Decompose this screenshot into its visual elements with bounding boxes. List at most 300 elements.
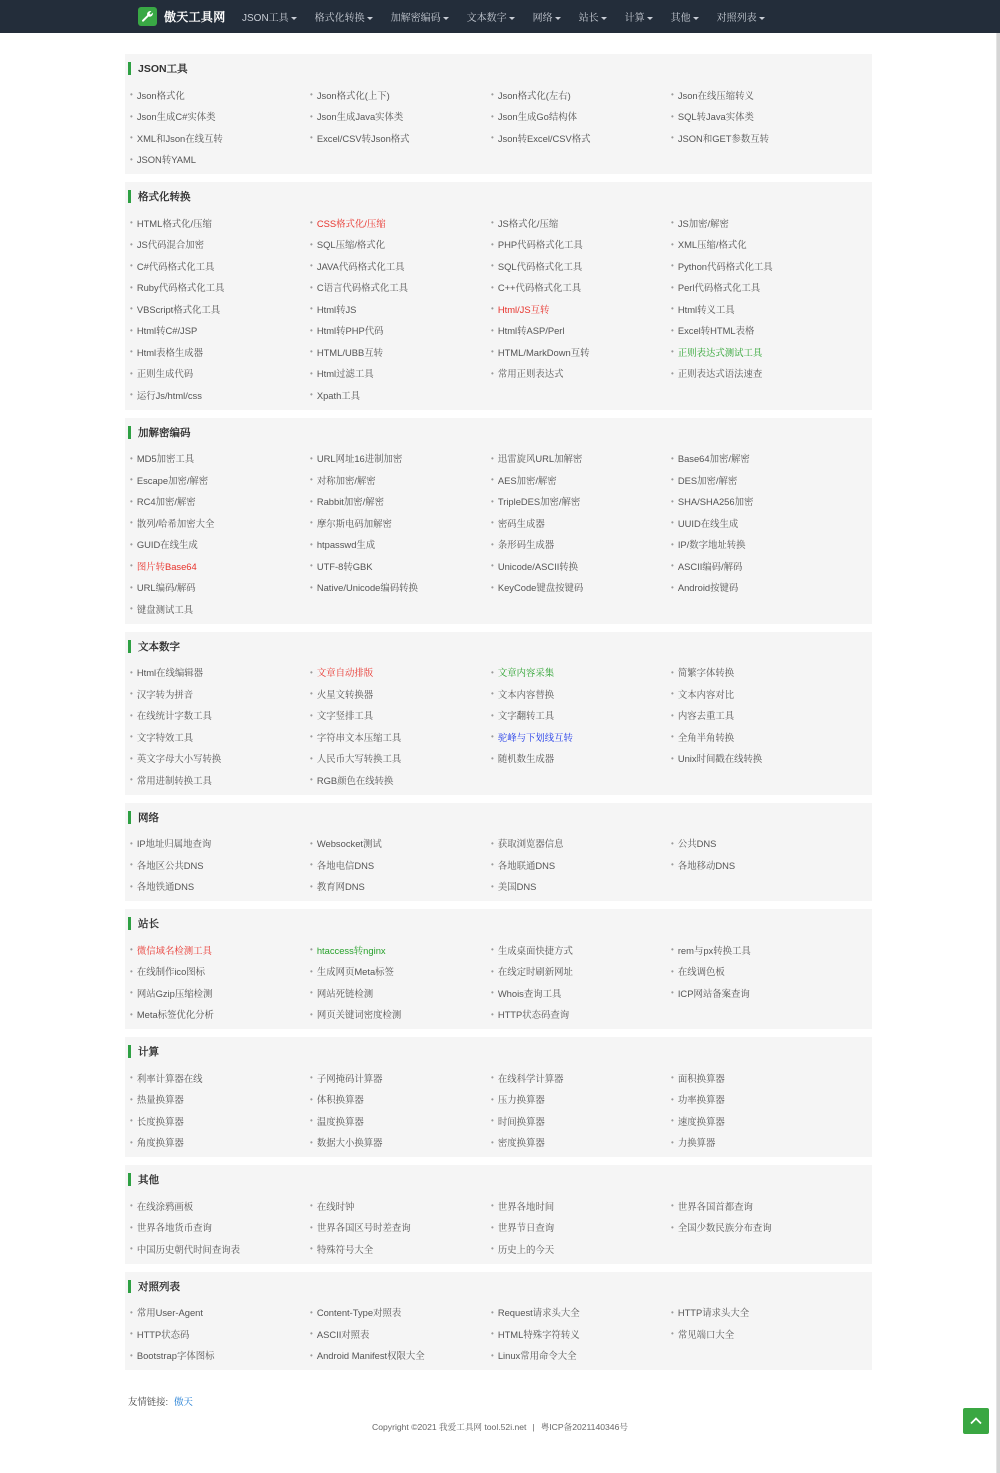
tool-link[interactable] [671,577,851,599]
bullet-icon: • [671,1073,674,1083]
tool-link[interactable] [130,127,310,149]
tool-link[interactable] [671,534,851,556]
bullet-icon: • [491,282,494,292]
tool-link[interactable] [310,127,491,149]
tool-link-label: VBScript格式化工具 [136,303,221,315]
tool-link[interactable] [491,683,671,705]
tool-link[interactable] [310,683,491,705]
tool-link-label: GUID在线生成 [136,539,198,551]
bullet-icon: • [130,261,133,271]
title-accent-bar [128,1173,131,1186]
tool-link-label: 随机数生成器 [497,753,555,765]
tool-link[interactable] [671,320,851,342]
tool-link-label: Request请求头大全 [497,1307,580,1319]
tool-link-label: 各地铁通DNS [136,881,195,893]
tool-link[interactable] [310,1195,491,1217]
nav-item[interactable] [458,9,524,24]
tool-link[interactable] [310,1089,491,1111]
tool-grid [130,833,872,898]
tool-link[interactable] [671,1195,851,1217]
bullet-icon: • [310,1329,313,1339]
tool-link[interactable] [310,384,491,406]
tool-link-label: 简繁字体转换 [677,667,735,679]
tool-link[interactable] [310,876,491,898]
bullet-icon: • [130,325,133,335]
tool-link-label: 世界各国区号时差查询 [316,1222,411,1234]
tool-link-label: RC4加密/解密 [136,496,196,508]
tool-link[interactable] [491,1323,671,1345]
tool-link[interactable] [491,555,671,577]
tool-link[interactable] [310,555,491,577]
vertical-scrollbar[interactable] [996,33,1000,1473]
tool-link-label: 常用正则表达式 [497,368,564,380]
bullet-icon: • [130,475,133,485]
tool-link[interactable] [130,705,310,727]
tool-link[interactable] [671,1110,851,1132]
friend-link[interactable]: 傲天 [174,1396,193,1407]
tool-link[interactable] [130,598,310,620]
category-panel [125,1037,872,1157]
tool-link[interactable] [491,1302,671,1324]
tool-link[interactable] [310,748,491,770]
tool-link[interactable] [130,1089,310,1111]
tool-link[interactable] [310,512,491,534]
tool-link[interactable] [671,939,851,961]
bullet-icon: • [310,753,313,763]
bullet-icon: • [671,838,674,848]
tool-link[interactable] [310,1132,491,1154]
tool-link[interactable] [491,1110,671,1132]
tool-link[interactable] [130,255,310,277]
tool-link[interactable] [671,341,851,363]
tool-link[interactable] [310,982,491,1004]
tool-link[interactable] [310,577,491,599]
tool-link[interactable] [310,854,491,876]
bullet-icon: • [130,239,133,249]
tool-link[interactable] [671,234,851,256]
tool-link[interactable] [130,833,310,855]
nav-item[interactable] [570,9,616,24]
tool-link[interactable] [310,726,491,748]
tool-link[interactable] [310,1067,491,1089]
tool-link[interactable] [130,939,310,961]
tool-link-label: 在线涂鸦画板 [136,1200,194,1212]
tool-link-label: Base64加密/解密 [677,453,750,465]
bullet-icon: • [310,475,313,485]
tool-link-label: 条形码生成器 [497,539,555,551]
tool-link[interactable] [130,149,310,171]
tool-link-label: 文章自动排版 [316,667,374,679]
tool-link-label: 正则生成代码 [136,368,194,380]
tool-link[interactable] [130,469,310,491]
tool-link[interactable] [130,298,310,320]
bullet-icon: • [310,1009,313,1019]
tool-link[interactable] [491,833,671,855]
tool-link[interactable] [310,320,491,342]
caret-down-icon [367,17,373,20]
brand-logo[interactable] [138,7,226,26]
tool-link[interactable] [491,234,671,256]
tool-link[interactable] [671,1302,851,1324]
tool-link[interactable] [491,127,671,149]
icp-link[interactable]: 粤ICP备2021140346号 [540,1422,628,1432]
tool-link[interactable] [491,255,671,277]
tool-link[interactable] [310,84,491,106]
tool-link-label: 中国历史朝代时间查询表 [136,1243,240,1255]
tool-link[interactable] [130,1238,310,1260]
tool-link[interactable] [310,1323,491,1345]
bullet-icon: • [491,1137,494,1147]
tool-link[interactable] [130,1110,310,1132]
bullet-icon: • [671,539,674,549]
tool-link[interactable] [130,1067,310,1089]
tool-link-label: 力换算器 [677,1137,716,1149]
bullet-icon: • [130,1073,133,1083]
nav-item[interactable] [662,9,708,24]
tool-link[interactable] [310,363,491,385]
tool-link[interactable] [491,106,671,128]
tool-link-label: 数据大小换算器 [316,1137,383,1149]
tool-link[interactable] [130,1004,310,1026]
tool-link[interactable] [491,854,671,876]
tool-link[interactable] [130,662,310,684]
tool-grid [130,1195,872,1260]
chevron-up-icon [969,1414,983,1428]
tool-link[interactable] [130,1195,310,1217]
tool-link-label: rem与px转换工具 [677,944,751,956]
tool-link[interactable] [491,1217,671,1239]
tool-link[interactable] [130,1132,310,1154]
tool-link[interactable] [491,491,671,513]
back-to-top-button[interactable] [963,1408,989,1434]
tool-link-label: 速度换算器 [677,1115,725,1127]
bullet-icon: • [310,988,313,998]
tool-link[interactable] [671,748,851,770]
tool-link[interactable] [491,363,671,385]
tool-link[interactable] [491,320,671,342]
tool-link[interactable] [310,341,491,363]
tool-link[interactable] [671,469,851,491]
tool-link[interactable] [671,1323,851,1345]
tool-link[interactable] [310,448,491,470]
tool-link[interactable] [130,84,310,106]
bullet-icon: • [310,496,313,506]
tool-link-label: 英文字母大小写转换 [136,753,222,765]
bullet-icon: • [310,945,313,955]
footer-separator: | [532,1422,535,1432]
tool-link[interactable] [130,106,310,128]
tool-link-label: 全国少数民族分布查询 [677,1222,772,1234]
tool-link[interactable] [310,939,491,961]
category-header [128,1280,872,1293]
tool-link[interactable] [310,491,491,513]
tool-link[interactable] [671,512,851,534]
tool-link[interactable] [310,769,491,791]
tool-link-label: Json生成C#实体类 [136,111,216,123]
tool-link[interactable] [671,683,851,705]
bullet-icon: • [491,111,494,121]
tool-link[interactable] [491,84,671,106]
tool-link-label: Perl代码格式化工具 [677,282,761,294]
tool-link[interactable] [671,84,851,106]
tool-link[interactable] [671,255,851,277]
tool-link[interactable] [310,833,491,855]
tool-link[interactable] [671,212,851,234]
bullet-icon: • [491,325,494,335]
bullet-icon: • [130,1307,133,1317]
tool-link-label: Json转Excel/CSV格式 [497,132,591,144]
tool-link[interactable] [671,448,851,470]
tool-grid [130,84,872,170]
bullet-icon: • [130,304,133,314]
tool-link[interactable] [671,1067,851,1089]
bullet-icon: • [491,667,494,677]
tool-link-label: Python代码格式化工具 [677,260,773,272]
tool-link[interactable] [130,384,310,406]
tool-link[interactable] [491,726,671,748]
tool-link[interactable] [491,1132,671,1154]
tool-link-label: 教育网DNS [316,881,365,893]
tool-link-label: 网站死链检测 [316,987,374,999]
tool-link[interactable] [130,534,310,556]
bullet-icon: • [671,561,674,571]
tool-link-label: 特殊符号大全 [316,1243,374,1255]
tool-link[interactable] [310,255,491,277]
tool-link[interactable] [310,1345,491,1367]
tool-link-label: Linux常用命令大全 [497,1350,577,1362]
tool-link[interactable] [130,748,310,770]
tool-link[interactable] [491,1089,671,1111]
tool-link[interactable] [310,534,491,556]
tool-link[interactable] [671,961,851,983]
bullet-icon: • [671,1116,674,1126]
tool-link-label: 图片转Base64 [136,560,197,572]
tool-link[interactable] [491,448,671,470]
tool-link-label: C++代码格式化工具 [497,282,582,294]
tool-link[interactable] [130,726,310,748]
tool-link[interactable] [491,876,671,898]
tool-link[interactable] [130,854,310,876]
tool-link[interactable] [130,277,310,299]
tool-link[interactable] [310,298,491,320]
tool-link[interactable] [310,212,491,234]
tool-link[interactable] [130,683,310,705]
category-header [128,1045,872,1058]
tool-link[interactable] [491,939,671,961]
tool-link[interactable] [130,577,310,599]
tool-link-label: 文本内容对比 [677,688,735,700]
tool-link[interactable] [671,1089,851,1111]
bullet-icon: • [130,1094,133,1104]
tool-link[interactable] [130,1323,310,1345]
tool-link[interactable] [310,1238,491,1260]
bullet-icon: • [491,1094,494,1104]
tool-link[interactable] [130,982,310,1004]
nav-item-label: 网络 [532,13,553,24]
tool-link-label: 汉字转为拼音 [136,688,194,700]
tool-link[interactable] [130,491,310,513]
bullet-icon: • [491,261,494,271]
bullet-icon: • [671,239,674,249]
tool-link[interactable] [310,234,491,256]
tool-link-label: 在线制作ico图标 [136,966,206,978]
tool-link-label: htpasswd生成 [316,539,376,551]
tool-link[interactable] [491,1238,671,1260]
tool-link-label: Unix时间戳在线转换 [677,753,763,765]
tool-link[interactable] [671,662,851,684]
nav-item[interactable] [382,9,458,24]
tool-link[interactable] [130,320,310,342]
tool-link[interactable] [491,705,671,727]
bullet-icon: • [671,966,674,976]
tool-link[interactable] [671,1217,851,1239]
tool-link-label: 生成网页Meta标签 [316,966,394,978]
nav-item-label: JSON工具 [242,13,289,24]
tool-link[interactable] [671,854,851,876]
tool-grid [130,1067,872,1153]
tool-link[interactable] [671,277,851,299]
tool-link[interactable] [310,277,491,299]
bullet-icon: • [491,966,494,976]
tool-categories [125,54,872,1378]
tool-link[interactable] [130,876,310,898]
tool-link[interactable] [671,705,851,727]
tool-link[interactable] [671,363,851,385]
tool-link[interactable] [671,106,851,128]
tool-link[interactable] [491,1345,671,1367]
tool-link[interactable] [671,1132,851,1154]
bullet-icon: • [671,475,674,485]
tool-link-label: 运行Js/html/css [136,389,202,401]
tool-link-label: 迅雷旋风URL加解密 [497,453,583,465]
tool-link[interactable] [130,341,310,363]
tool-link[interactable] [310,1217,491,1239]
tool-link-label: 火星文转换器 [316,688,374,700]
tool-link-label: 美国DNS [497,881,537,893]
tool-link-label: SHA/SHA256加密 [677,496,754,508]
tool-link[interactable] [130,234,310,256]
nav-item-label: 计算 [624,13,645,24]
tool-link[interactable] [130,363,310,385]
tool-link[interactable] [130,212,310,234]
title-accent-bar [128,917,131,930]
tool-link[interactable] [130,555,310,577]
tool-link[interactable] [130,1345,310,1367]
bullet-icon: • [491,1009,494,1019]
bullet-icon: • [310,775,313,785]
bullet-icon: • [491,945,494,955]
tool-link-label: Whois查询工具 [497,987,562,999]
tool-link[interactable] [130,512,310,534]
bullet-icon: • [491,518,494,528]
category-panel [125,418,872,624]
tool-link[interactable] [310,1110,491,1132]
tool-link-label: HTML/MarkDown互转 [497,346,590,358]
bullet-icon: • [491,689,494,699]
tool-link[interactable] [491,961,671,983]
tool-link[interactable] [491,662,671,684]
bullet-icon: • [130,282,133,292]
tool-link[interactable] [310,469,491,491]
tool-link[interactable] [491,1004,671,1026]
tool-link[interactable] [491,748,671,770]
tool-link[interactable] [310,1004,491,1026]
tool-link[interactable] [671,833,851,855]
tool-link[interactable] [491,982,671,1004]
tool-link-label: Html在线编辑器 [136,667,203,679]
tool-link-label: 在线科学计算器 [497,1072,564,1084]
tool-link[interactable] [130,1217,310,1239]
tool-link[interactable] [310,961,491,983]
tool-link[interactable] [671,127,851,149]
tool-link[interactable] [130,1302,310,1324]
tool-link[interactable] [671,298,851,320]
bullet-icon: • [310,325,313,335]
tool-link-label: C#代码格式化工具 [136,260,215,272]
tool-link[interactable] [491,212,671,234]
nav-item[interactable] [524,9,570,24]
tool-link[interactable] [130,448,310,470]
nav-item[interactable] [708,9,774,24]
tool-link[interactable] [310,1302,491,1324]
bullet-icon: • [491,561,494,571]
tool-link-label: 温度换算器 [316,1115,364,1127]
copyright-text: Copyright ©2021 我爱工具网 tool.52i.net [372,1422,527,1432]
tool-link[interactable] [491,469,671,491]
tool-link-label: 功率换算器 [677,1094,725,1106]
tool-link[interactable] [491,298,671,320]
tool-link[interactable] [671,982,851,1004]
bullet-icon: • [130,838,133,848]
tool-link[interactable] [130,961,310,983]
tool-link-label: Html表格生成器 [136,346,203,358]
tool-link[interactable] [491,577,671,599]
category-title: 加解密编码 [138,426,191,439]
tool-link-label: C语言代码格式化工具 [316,282,408,294]
title-accent-bar [128,62,131,75]
bullet-icon: • [671,667,674,677]
bullet-icon: • [491,988,494,998]
nav-item[interactable] [616,9,662,24]
bullet-icon: • [671,582,674,592]
bullet-icon: • [310,261,313,271]
bullet-icon: • [310,133,313,143]
tool-link[interactable] [310,705,491,727]
tool-link[interactable] [130,769,310,791]
title-accent-bar [128,1045,131,1058]
tool-link[interactable] [491,1195,671,1217]
bullet-icon: • [130,1009,133,1019]
nav-item[interactable] [233,9,306,24]
nav-item[interactable] [306,9,382,24]
tool-link[interactable] [491,1067,671,1089]
category-panel [125,632,872,795]
tool-link[interactable] [671,555,851,577]
tool-link[interactable] [671,491,851,513]
tool-link[interactable] [491,341,671,363]
bullet-icon: • [130,988,133,998]
tool-link[interactable] [310,662,491,684]
tool-link[interactable] [491,512,671,534]
bullet-icon: • [310,453,313,463]
tool-link[interactable] [491,277,671,299]
wrench-icon [138,7,157,26]
bullet-icon: • [130,1329,133,1339]
tool-link[interactable] [310,106,491,128]
tool-link[interactable] [491,534,671,556]
tool-link[interactable] [671,726,851,748]
tool-link-label: Html转义工具 [677,303,735,315]
